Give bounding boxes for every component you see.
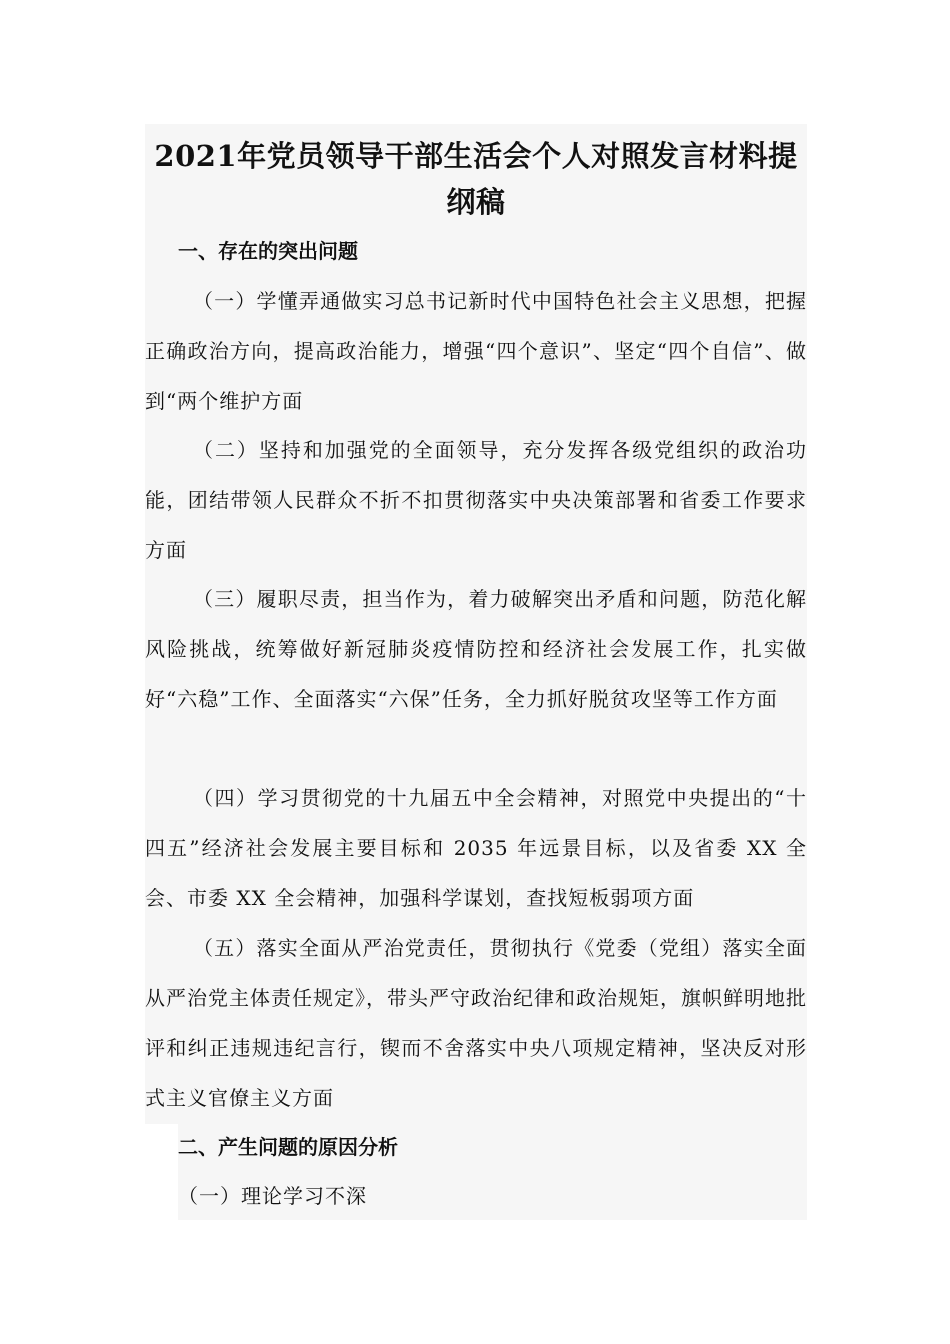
problem-item-3: （三）履职尽责，担当作为，着力破解突出矛盾和问题，防范化解风险挑战，统筹做好新冠肺炎疫情防控和经济社会发展工作，扎实做好“六稳”工作、全面落实“六保”任务，全力抓好脱贫攻坚等工作方面 [145, 587, 807, 711]
cause-item-1: （一）理论学习不深 [178, 1184, 367, 1208]
problem-item-5: （五）落实全面从严治党责任，贯彻执行《党委（党组）落实全面从严治党主体责任规定》，带头严守政治纪律和政治规矩，旗帜鲜明地批评和纠正违规违纪言行，锲而不舍落实中央八项规定精神，坚决反对形式主义官僚主义方面 [145, 936, 807, 1110]
section-heading-causes: 二、产生问题的原因分析 [178, 1135, 398, 1159]
problem-item-4: （四）学习贯彻党的十九届五中全会精神，对照党中央提出的“十四五”经济社会发展主要目标和 2035 年远景目标，以及省委 XX 全会、市委 XX 全会精神，加强科学谋划，查找短板弱项方面 [145, 786, 807, 910]
problem-item-1: （一）学懂弄通做实习总书记新时代中国特色社会主义思想，把握正确政治方向，提高政治能力，增强“四个意识”、坚定“四个自信”、做到“两个维护方面 [145, 289, 807, 413]
document-title: 2021年党员领导干部生活会个人对照发言材料提纲稿 [154, 139, 798, 219]
problem-item-2: （二）坚持和加强党的全面领导，充分发挥各级党组织的政治功能，团结带领人民群众不折不扣贯彻落实中央决策部署和省委工作要求方面 [145, 438, 807, 562]
section-heading-problems: 一、存在的突出问题 [178, 239, 358, 263]
